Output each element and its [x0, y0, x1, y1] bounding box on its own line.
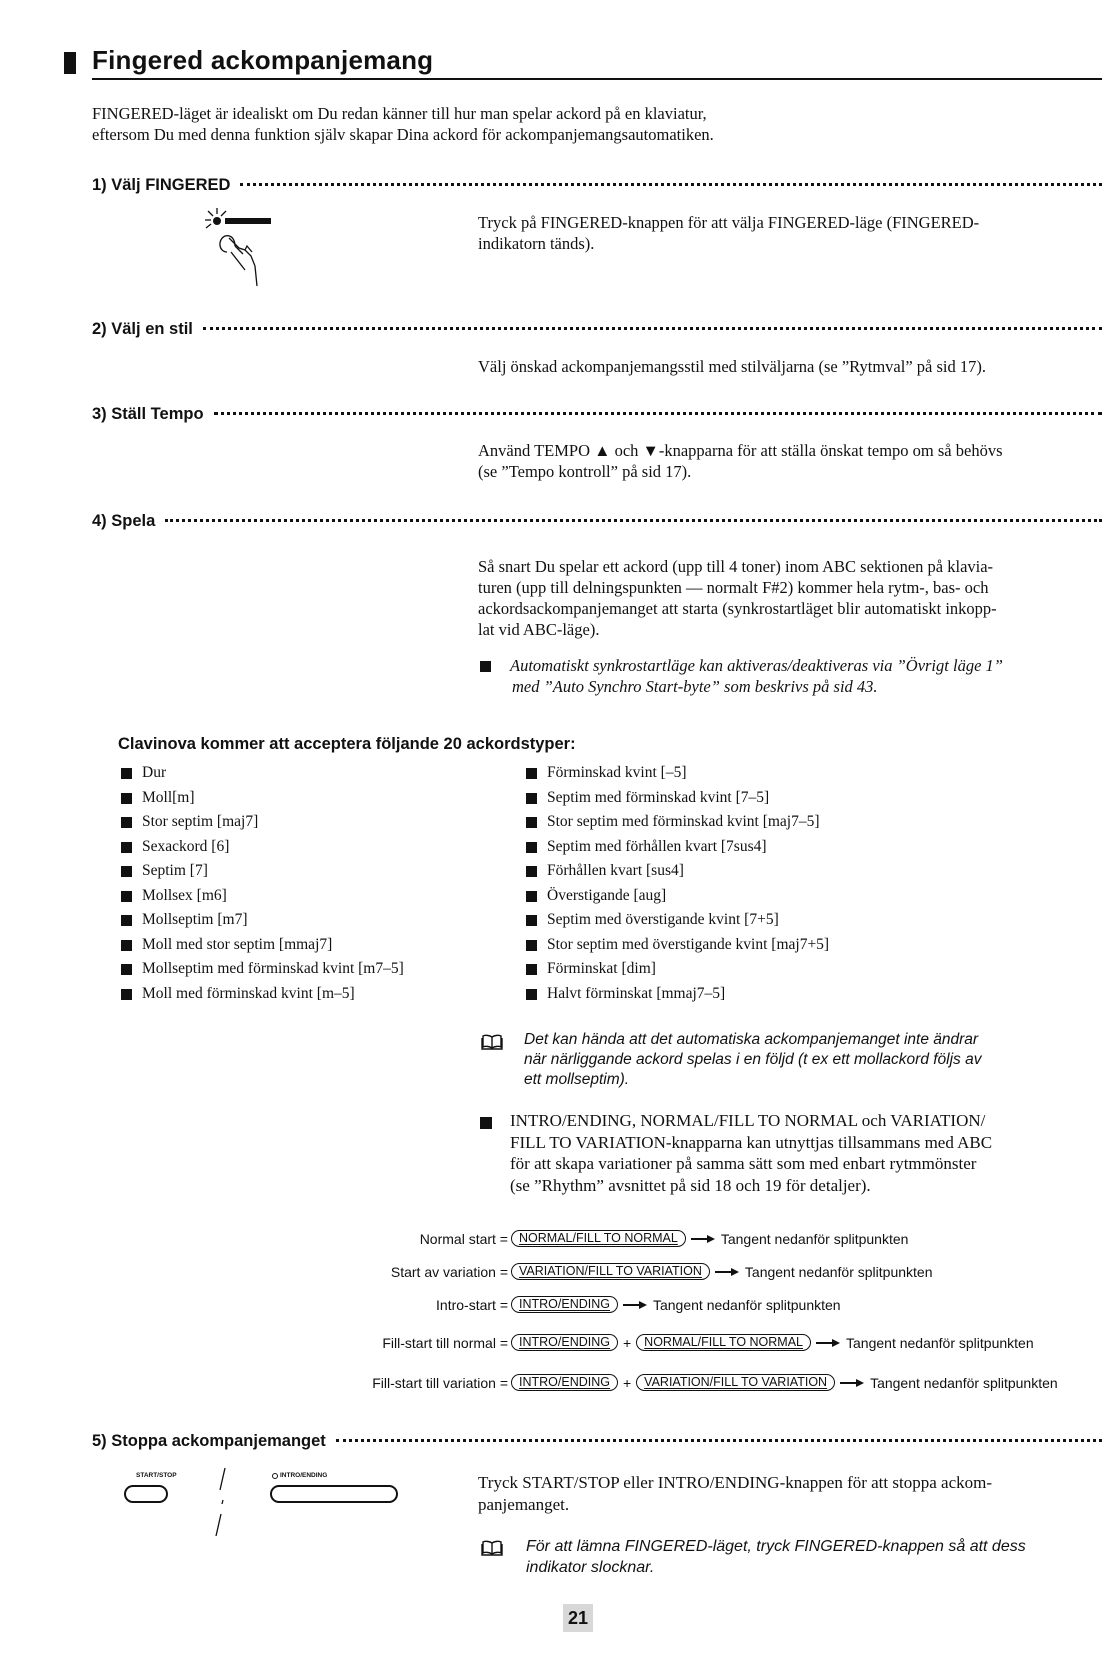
- formula-normal-start: [0, 1230, 908, 1247]
- chord-name: Stor septim med förminskad kvint [maj7–5]: [547, 813, 820, 830]
- step-4-heading: [92, 512, 1102, 531]
- intro-ending-button[interactable]: INTRO/ENDING: [511, 1334, 618, 1351]
- step-label: 3) Ställ Tempo: [92, 405, 204, 423]
- intro-line: eftersom Du med denna funktion själv skapar Dina ackord för ackompanjemangsautomatiken.: [92, 125, 714, 144]
- normal-fill-to-normal-button[interactable]: NORMAL/FILL TO NORMAL: [636, 1334, 811, 1351]
- note-line: indikator slocknar.: [526, 1559, 655, 1576]
- chord-name: Förminskad kvint [–5]: [547, 764, 687, 781]
- chord-list-right: [523, 761, 943, 1006]
- text-line: turen (upp till delningspunkten — normalt F#2) kommer hela rytm-, bas- och: [478, 578, 989, 597]
- formula-result: Tangent nedanför splitpunkten: [744, 1263, 933, 1280]
- step-2-text: Välj önskad ackompanjemangsstil med stilväljarna (se ”Rytmval” på sid 17).: [478, 357, 986, 376]
- step-1-heading: [92, 176, 1102, 195]
- square-bullet-icon: [526, 940, 537, 951]
- step-3-heading: [92, 405, 1102, 424]
- square-bullet-icon: [526, 915, 537, 926]
- list-item: [118, 982, 518, 1007]
- arrow-right-icon: [840, 1379, 864, 1387]
- square-bullet-icon: [121, 891, 132, 902]
- intro-ending-button[interactable]: INTRO/ENDING: [511, 1296, 618, 1313]
- list-item: [118, 908, 518, 933]
- square-bullet-icon: [121, 842, 132, 853]
- chord-name: Mollseptim med förminskad kvint [m7–5]: [142, 960, 404, 977]
- step-5-text: [478, 1472, 992, 1516]
- step-1-text: [478, 212, 979, 254]
- square-bullet-icon: [121, 915, 132, 926]
- dot-leader: [240, 183, 1102, 186]
- list-item: [523, 933, 943, 958]
- square-bullet-icon: [526, 866, 537, 877]
- formula-fill-normal: [0, 1334, 1034, 1351]
- page-number: 21: [563, 1604, 593, 1632]
- formula-result: Tangent nedanför splitpunkten: [652, 1296, 841, 1313]
- note-line: ett mollseptim).: [524, 1071, 630, 1088]
- intro-ending-button[interactable]: INTRO/ENDING: [511, 1374, 618, 1391]
- list-item: [523, 957, 943, 982]
- note-line: (se ”Rhythm” avsnittet på sid 18 och 19 för detaljer).: [510, 1175, 871, 1195]
- step-4-text: [478, 556, 997, 640]
- list-item: [118, 835, 518, 860]
- formula-label: Normal start =: [419, 1230, 508, 1247]
- arrow-right-icon: [715, 1268, 739, 1276]
- chord-heading: Clavinova kommer att acceptera följande 20 ackordstyper:: [118, 735, 576, 753]
- text-line: lat vid ABC-läge).: [478, 620, 600, 639]
- note-line: INTRO/ENDING, NORMAL/FILL TO NORMAL och VARIATION/: [510, 1111, 986, 1130]
- chord-name: Halvt förminskat [mmaj7–5]: [547, 984, 726, 1002]
- note-line: För att lämna FINGERED-läget, tryck FINGERED-knappen så att dess: [526, 1538, 1026, 1555]
- formula-label: Start av variation =: [390, 1263, 508, 1280]
- square-bullet-icon: [526, 989, 537, 1000]
- list-item: [523, 884, 943, 909]
- list-item: [523, 761, 943, 786]
- intro-paragraph: [92, 103, 714, 145]
- intro-ending-label: [272, 1472, 327, 1479]
- formula-label: Fill-start till variation =: [372, 1374, 508, 1391]
- list-item: [523, 810, 943, 835]
- start-stop-label: START/STOP: [136, 1472, 177, 1479]
- square-bullet-icon: [480, 1117, 492, 1129]
- formula-result: Tangent nedanför splitpunkten: [720, 1230, 909, 1247]
- step-2-heading: [92, 320, 1102, 339]
- formula-intro-start: [0, 1296, 841, 1313]
- fingered-button-press-icon: [205, 208, 275, 290]
- list-item: [523, 786, 943, 811]
- list-item: [118, 810, 518, 835]
- exit-fingered-note: [526, 1536, 1026, 1578]
- step-label: 4) Spela: [92, 512, 156, 530]
- open-book-icon: [481, 1540, 503, 1556]
- chord-name: Stor septim [maj7]: [142, 813, 259, 830]
- square-bullet-icon: [526, 768, 537, 779]
- dot-leader: [165, 519, 1102, 522]
- square-bullet-icon: [526, 891, 537, 902]
- chord-name: Förminskat [dim]: [547, 960, 656, 977]
- intro-ending-button[interactable]: [270, 1485, 398, 1503]
- formula-result: Tangent nedanför splitpunkten: [846, 1334, 1034, 1351]
- square-bullet-icon: [526, 842, 537, 853]
- arrow-right-icon: [691, 1235, 715, 1243]
- square-bullet-icon: [121, 768, 132, 779]
- slash-separator-icon: [210, 1466, 228, 1538]
- title-bullet-icon: [64, 52, 76, 74]
- step-3-text: [478, 440, 1003, 482]
- note-line: med ”Auto Synchro Start-byte” som beskrivs på sid 43.: [512, 677, 878, 696]
- formula-result: Tangent nedanför splitpunkten: [870, 1374, 1058, 1391]
- arrow-right-icon: [816, 1339, 840, 1347]
- chord-name: Moll med förminskad kvint [m–5]: [142, 984, 355, 1002]
- plus-sign: +: [622, 1374, 632, 1391]
- note-line: när närliggande ackord spelas i en följd (t ex ett mollackord följs av: [524, 1051, 982, 1068]
- square-bullet-icon: [121, 793, 132, 804]
- step-5-heading: [92, 1432, 1102, 1451]
- list-item: [118, 933, 518, 958]
- step-4-note: [510, 655, 1003, 697]
- square-bullet-icon: [480, 661, 491, 672]
- note-line: Automatiskt synkrostartläge kan aktiveras/deaktiveras via ”Övrigt läge 1”: [510, 656, 1003, 675]
- chord-name: Septim med förminskad kvint [7–5]: [547, 788, 770, 806]
- list-item: [118, 761, 518, 786]
- step-label: 5) Stoppa ackompanjemanget: [92, 1432, 326, 1450]
- square-bullet-icon: [526, 964, 537, 975]
- chord-name: Moll[m]: [142, 788, 195, 806]
- square-bullet-icon: [526, 817, 537, 828]
- chord-list-left: [118, 761, 518, 1006]
- list-item: [118, 786, 518, 811]
- dot-leader: [203, 327, 1102, 330]
- list-item: [118, 884, 518, 909]
- square-bullet-icon: [121, 964, 132, 975]
- text-line: panjemanget.: [478, 1495, 570, 1514]
- formula-label: Fill-start till normal =: [382, 1334, 508, 1351]
- text-line: indikatorn tänds).: [478, 234, 595, 253]
- chord-name: Överstigande [aug]: [547, 886, 667, 904]
- list-item: [523, 835, 943, 860]
- list-item: [118, 859, 518, 884]
- arrow-right-icon: [623, 1301, 647, 1309]
- dot-leader: [214, 412, 1102, 415]
- chord-name: Septim [7]: [142, 862, 208, 879]
- square-bullet-icon: [121, 866, 132, 877]
- note-line: för att skapa variationer på samma sätt som med enbart rytmmönster: [510, 1154, 977, 1173]
- square-bullet-icon: [121, 989, 132, 1000]
- text-line: Tryck START/STOP eller INTRO/ENDING-knappen för att stoppa ackom-: [478, 1473, 992, 1492]
- text-line: (se ”Tempo kontroll” på sid 17).: [478, 462, 692, 481]
- step-label: 1) Välj FINGERED: [92, 176, 231, 194]
- list-item: [523, 908, 943, 933]
- list-item: [523, 982, 943, 1007]
- open-book-icon: [481, 1034, 503, 1050]
- text-line: Så snart Du spelar ett ackord (upp till 4 toner) inom ABC sektionen på klavia-: [478, 557, 994, 576]
- chord-name: Sexackord [6]: [142, 837, 230, 855]
- chord-name: Mollseptim [m7]: [142, 911, 248, 928]
- text-line: Använd TEMPO ▲ och ▼-knapparna för att ställa önskat tempo om så behövs: [478, 441, 1003, 460]
- chord-name: Stor septim med överstigande kvint [maj7+5]: [547, 935, 830, 953]
- formula-label: Intro-start =: [436, 1296, 508, 1313]
- chord-name: Dur: [142, 764, 167, 781]
- title-rule: [92, 78, 1102, 80]
- intro-line: FINGERED-läget är idealiskt om Du redan känner till hur man spelar ackord på en klaviatur,: [92, 104, 707, 123]
- list-item: [118, 957, 518, 982]
- list-item: [523, 859, 943, 884]
- dot-leader: [336, 1439, 1102, 1442]
- buttons-note: [510, 1110, 992, 1196]
- chord-name: Förhållen kvart [sus4]: [547, 862, 684, 879]
- start-stop-button[interactable]: [124, 1485, 168, 1503]
- step-label: 2) Välj en stil: [92, 320, 193, 338]
- text-line: Tryck på FINGERED-knappen för att välja FINGERED-läge (FINGERED-: [478, 213, 980, 232]
- note-line: FILL TO VARIATION-knapparna kan utnyttjas tillsammans med ABC: [510, 1132, 993, 1152]
- chord-name: Septim med överstigande kvint [7+5]: [547, 911, 779, 928]
- text-line: ackordsackompanjemanget att starta (synkrostartläget blir automatiskt inkopp-: [478, 599, 997, 618]
- chord-name: Moll med stor septim [mmaj7]: [142, 935, 333, 953]
- chord-change-note: [524, 1030, 982, 1090]
- page-title: Fingered ackompanjemang: [92, 45, 434, 75]
- square-bullet-icon: [121, 940, 132, 951]
- led-icon: [272, 1473, 278, 1479]
- chord-name: Septim med förhållen kvart [7sus4]: [547, 837, 767, 855]
- label-text: INTRO/ENDING: [280, 1472, 328, 1479]
- formula-fill-variation: [0, 1374, 1058, 1391]
- square-bullet-icon: [526, 793, 537, 804]
- note-line: Det kan hända att det automatiska ackompanjemanget inte ändrar: [524, 1031, 979, 1048]
- normal-fill-to-normal-button[interactable]: NORMAL/FILL TO NORMAL: [511, 1230, 686, 1247]
- square-bullet-icon: [121, 817, 132, 828]
- chord-name: Mollsex [m6]: [142, 886, 227, 904]
- formula-variation-start: [0, 1263, 933, 1280]
- variation-fill-to-variation-button[interactable]: VARIATION/FILL TO VARIATION: [636, 1374, 835, 1391]
- variation-fill-to-variation-button[interactable]: VARIATION/FILL TO VARIATION: [511, 1263, 710, 1280]
- plus-sign: +: [622, 1334, 632, 1351]
